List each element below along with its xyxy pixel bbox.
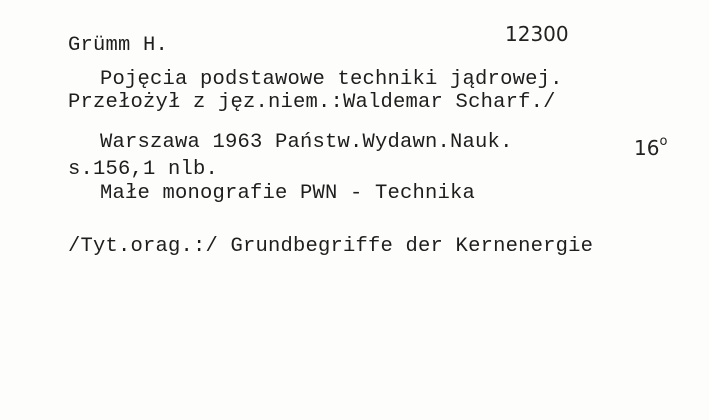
format-degree: o [659, 134, 668, 149]
original-title: /Tyt.orag.:/ Grundbegriffe der Kernenergie [68, 235, 594, 258]
author-name: Grümm H. [68, 34, 169, 57]
series-statement: Małe monografie PWN - Technika [100, 182, 476, 205]
book-title: Pojęcia podstawowe techniki jądrowej. [100, 68, 563, 91]
pagination: s.156,1 nlb. [68, 158, 219, 181]
imprint: Warszawa 1963 Państw.Wydawn.Nauk. [100, 131, 513, 154]
format-value: 16 [634, 136, 660, 160]
catalog-number: 12300 [505, 22, 569, 46]
format-size [634, 135, 667, 158]
translator-note: Przełożył z jęz.niem.:Waldemar Scharf./ [68, 91, 556, 114]
